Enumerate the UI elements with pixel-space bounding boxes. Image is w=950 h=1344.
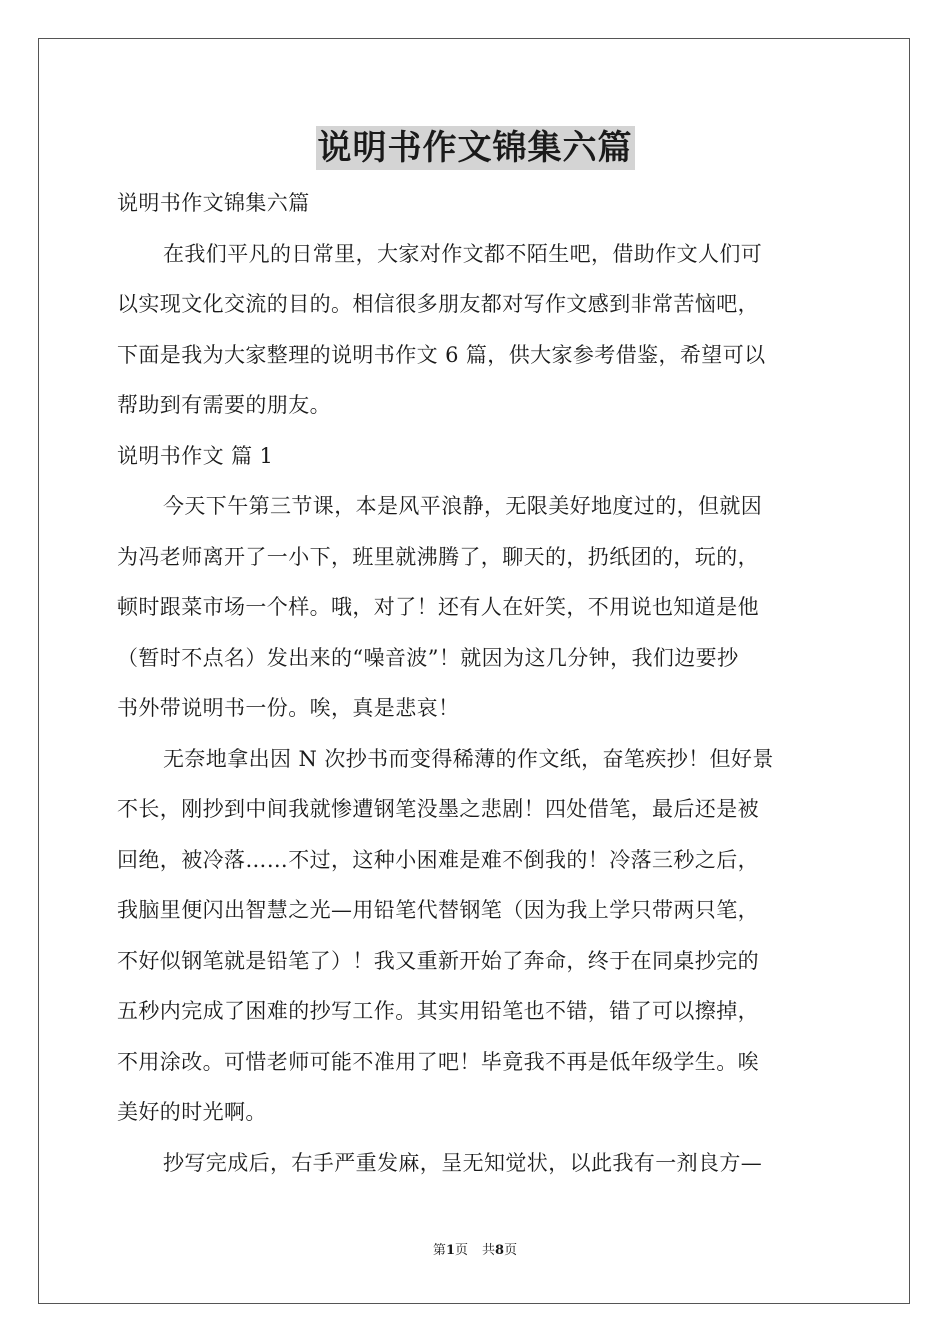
- text-line: 今天下午第三节课，本是风平浪静，无限美好地度过的，但就因: [163, 494, 763, 518]
- text-line: 抄写完成后，右手严重发麻，呈无知觉状，以此我有一剂良方—: [163, 1150, 763, 1175]
- total-prefix: 共: [482, 1243, 496, 1258]
- page-unit: 页: [454, 1243, 468, 1258]
- text-line: 帮助到有需要的朋友。: [117, 393, 331, 417]
- text-line: 书外带说明书一份。唉，真是悲哀！: [117, 696, 460, 720]
- page-footer: [0, 1242, 950, 1260]
- text-line: 顿时跟菜市场一个样。哦，对了！还有人在奸笑，不用说也知道是他: [117, 595, 759, 619]
- text-line: 以实现文化交流的目的。相信很多朋友都对写作文感到非常苦恼吧，: [117, 292, 759, 316]
- text-line: 无奈地拿出因 N 次抄书而变得稀薄的作文纸，奋笔疾抄！但好景: [163, 746, 774, 771]
- page-total: 8: [495, 1243, 505, 1258]
- text-line: 五秒内完成了困难的抄写工作。其实用铅笔也不错，错了可以擦掉，: [117, 999, 759, 1023]
- text-line: 在我们平凡的日常里，大家对作文都不陌生吧，借助作文人们可: [163, 241, 763, 266]
- total-unit: 页: [504, 1243, 518, 1258]
- text-line: 不好似钢笔就是铅笔了）！我又重新开始了奔命，终于在同桌抄完的: [117, 948, 759, 973]
- text-line: 为冯老师离开了一小下，班里就沸腾了，聊天的，扔纸团的，玩的，: [117, 544, 759, 569]
- text-line: 不长，刚抄到中间我就惨遭钢笔没墨之悲剧！四处借笔，最后还是被: [117, 797, 759, 821]
- text-line: 说明书作文锦集六篇: [117, 191, 310, 215]
- text-line: （暂时不点名）发出来的“噪音波”！就因为这几分钟，我们边要抄: [117, 645, 739, 670]
- page-prefix: 第: [432, 1243, 446, 1258]
- document-title: 说明书作文锦集六篇: [317, 128, 633, 168]
- text-line: 回绝，被冷落……不过，这种小困难是难不倒我的！冷落三秒之后，: [117, 847, 759, 872]
- text-line: 下面是我为大家整理的说明书作文 6 篇，供大家参考借鉴，希望可以: [117, 342, 766, 367]
- text-line: 我脑里便闪出智慧之光—用铅笔代替钢笔（因为我上学只带两只笔，: [117, 898, 759, 922]
- document-body: [117, 178, 837, 1188]
- page-current: 1: [445, 1243, 455, 1258]
- text-line: 不用涂改。可惜老师可能不准用了吧！毕竟我不再是低年级学生。唉: [117, 1049, 759, 1074]
- text-line: 美好的时光啊。: [117, 1100, 267, 1124]
- text-line: 说明书作文 篇 1: [117, 443, 274, 468]
- title-container: [0, 126, 950, 170]
